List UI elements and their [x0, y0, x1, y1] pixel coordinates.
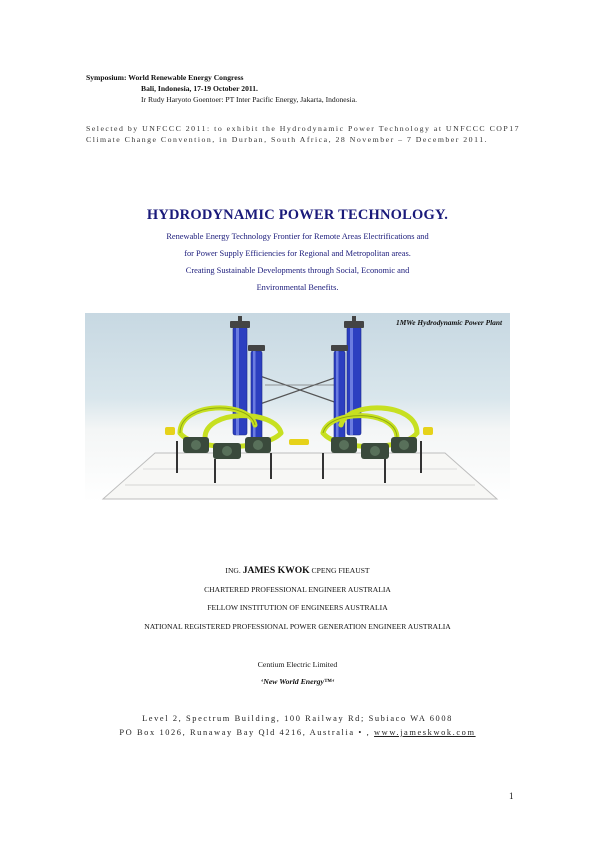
- subtitle-block: [0, 228, 595, 296]
- symposium-line-3: Ir Rudy Haryoto Goentoer: PT Inter Pacific Energy, Jakarta, Indonesia.: [141, 95, 358, 104]
- page-number: 1: [509, 791, 514, 801]
- selection-line-2: Climate Change Convention, in Durban, South Africa, 28 November – 7 December 2011.: [86, 135, 489, 144]
- power-plant-illustration: [85, 313, 510, 502]
- subtitle-line-1: Renewable Energy Technology Frontier for Remote Areas Electrifications and: [166, 232, 429, 241]
- figure-caption: 1MWe Hydrodynamic Power Plant: [396, 318, 502, 327]
- author-credential-1: CHARTERED PROFESSIONAL ENGINEER AUSTRALIA: [204, 585, 391, 594]
- address-postal: PO Box 1026, Runaway Bay Qld 4216, Australia • ,: [119, 728, 375, 737]
- subtitle-line-3: Creating Sustainable Developments through Social, Economic and: [185, 266, 410, 275]
- symposium-block: [86, 72, 357, 105]
- company-tagline: ‘New World Energy™‘: [260, 677, 335, 686]
- address-line-2: [0, 728, 595, 737]
- symposium-line-2: Bali, Indonesia, 17-19 October 2011.: [141, 84, 258, 93]
- author-suffix: CPENG FIEAUST: [311, 566, 370, 575]
- website-link[interactable]: www.jameskwok.com: [374, 728, 476, 737]
- author-credential-3: NATIONAL REGISTERED PROFESSIONAL POWER GENERATION ENGINEER AUSTRALIA: [144, 622, 451, 631]
- address-line-1: Level 2, Spectrum Building, 100 Railway Rd; Subiaco WA 6008: [142, 714, 453, 723]
- company-name: Centium Electric Limited: [257, 660, 338, 669]
- author-credential-2: FELLOW INSTITUTION OF ENGINEERS AUSTRALIA: [207, 603, 388, 612]
- selection-line-1: Selected by UNFCCC 2011: to exhibit the Hydrodynamic Power Technology at UNFCCC COP17: [86, 124, 521, 133]
- subtitle-line-4: Environmental Benefits.: [256, 283, 339, 292]
- author-prefix: ING.: [225, 566, 241, 575]
- author-name: JAMES KWOK: [242, 565, 310, 576]
- author-name-line: [0, 565, 595, 576]
- symposium-line-1: Symposium: World Renewable Energy Congress: [86, 73, 244, 82]
- subtitle-line-2: for Power Supply Efficiencies for Regional and Metropolitan areas.: [184, 249, 411, 258]
- unfccc-selection-note: [86, 123, 520, 145]
- document-title: HYDRODYNAMIC POWER TECHNOLOGY.: [146, 207, 449, 223]
- power-plant-drawing: [85, 313, 510, 502]
